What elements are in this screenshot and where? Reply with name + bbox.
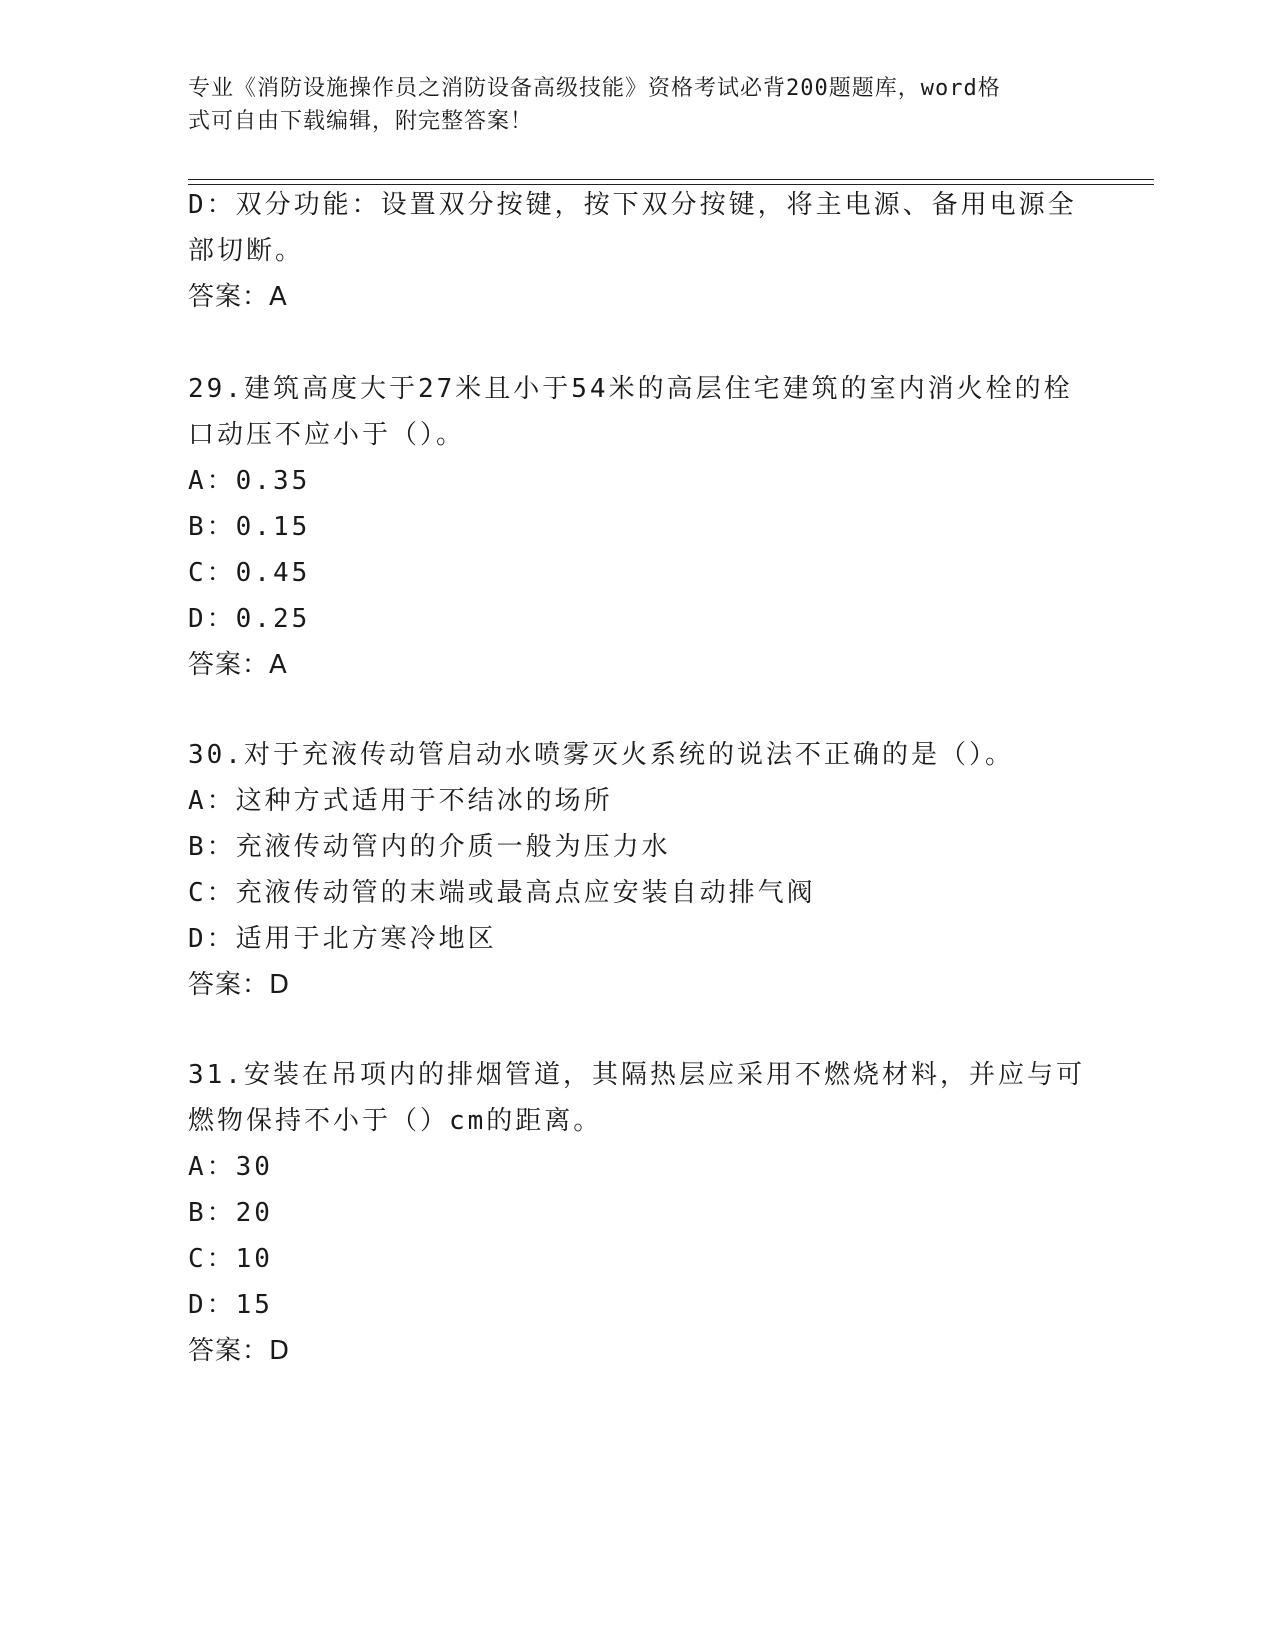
answer-30: 答案：D [188, 970, 291, 1000]
question-stem-line-1: 29.建筑高度大于27米且小于54米的高层住宅建筑的室内消火栓的栓 [188, 374, 1073, 404]
option-a: A：30 [188, 1152, 273, 1182]
option-b: B：充液传动管内的介质一般为压力水 [188, 832, 671, 862]
header-rule-top [188, 179, 1154, 180]
question-stem-line-2: 燃物保持不小于（）cm的距离。 [188, 1106, 603, 1136]
option-d: D：适用于北方寒冷地区 [188, 924, 497, 954]
question-31 [188, 1052, 1088, 1374]
option-d-line-2: 部切断。 [188, 236, 305, 266]
header-line-2: 式可自由下载编辑，附完整答案！ [188, 109, 534, 134]
answer-31: 答案：D [188, 1336, 291, 1366]
option-a: A：这种方式适用于不结冰的场所 [188, 786, 613, 816]
header-line-1: 专业《消防设施操作员之消防设备高级技能》资格考试必背200题题库，word格 [188, 76, 1001, 101]
answer-29: 答案：A [188, 650, 288, 680]
question-30 [188, 732, 1088, 1008]
question-29 [188, 366, 1088, 688]
option-c: C：充液传动管的末端或最高点应安装自动排气阀 [188, 878, 816, 908]
question-stem-line-1: 30.对于充液传动管启动水喷雾灭火系统的说法不正确的是（）。 [188, 740, 1014, 770]
option-a: A：0.35 [188, 466, 311, 496]
option-b: B：20 [188, 1198, 273, 1228]
option-c: C：0.45 [188, 558, 311, 588]
question-stem-line-2: 口动压不应小于（）。 [188, 420, 466, 450]
question-28-continuation [188, 182, 1088, 320]
document-header [188, 72, 1068, 138]
option-b: B：0.15 [188, 512, 311, 542]
option-d: D：0.25 [188, 604, 311, 634]
option-d: D：15 [188, 1290, 273, 1320]
option-c: C：10 [188, 1244, 273, 1274]
question-stem-line-1: 31.安装在吊项内的排烟管道，其隔热层应采用不燃烧材料，并应与可 [188, 1060, 1085, 1090]
answer-28: 答案：A [188, 282, 288, 312]
option-d-line-1: D：双分功能：设置双分按键，按下双分按键，将主电源、备用电源全 [188, 190, 1077, 220]
